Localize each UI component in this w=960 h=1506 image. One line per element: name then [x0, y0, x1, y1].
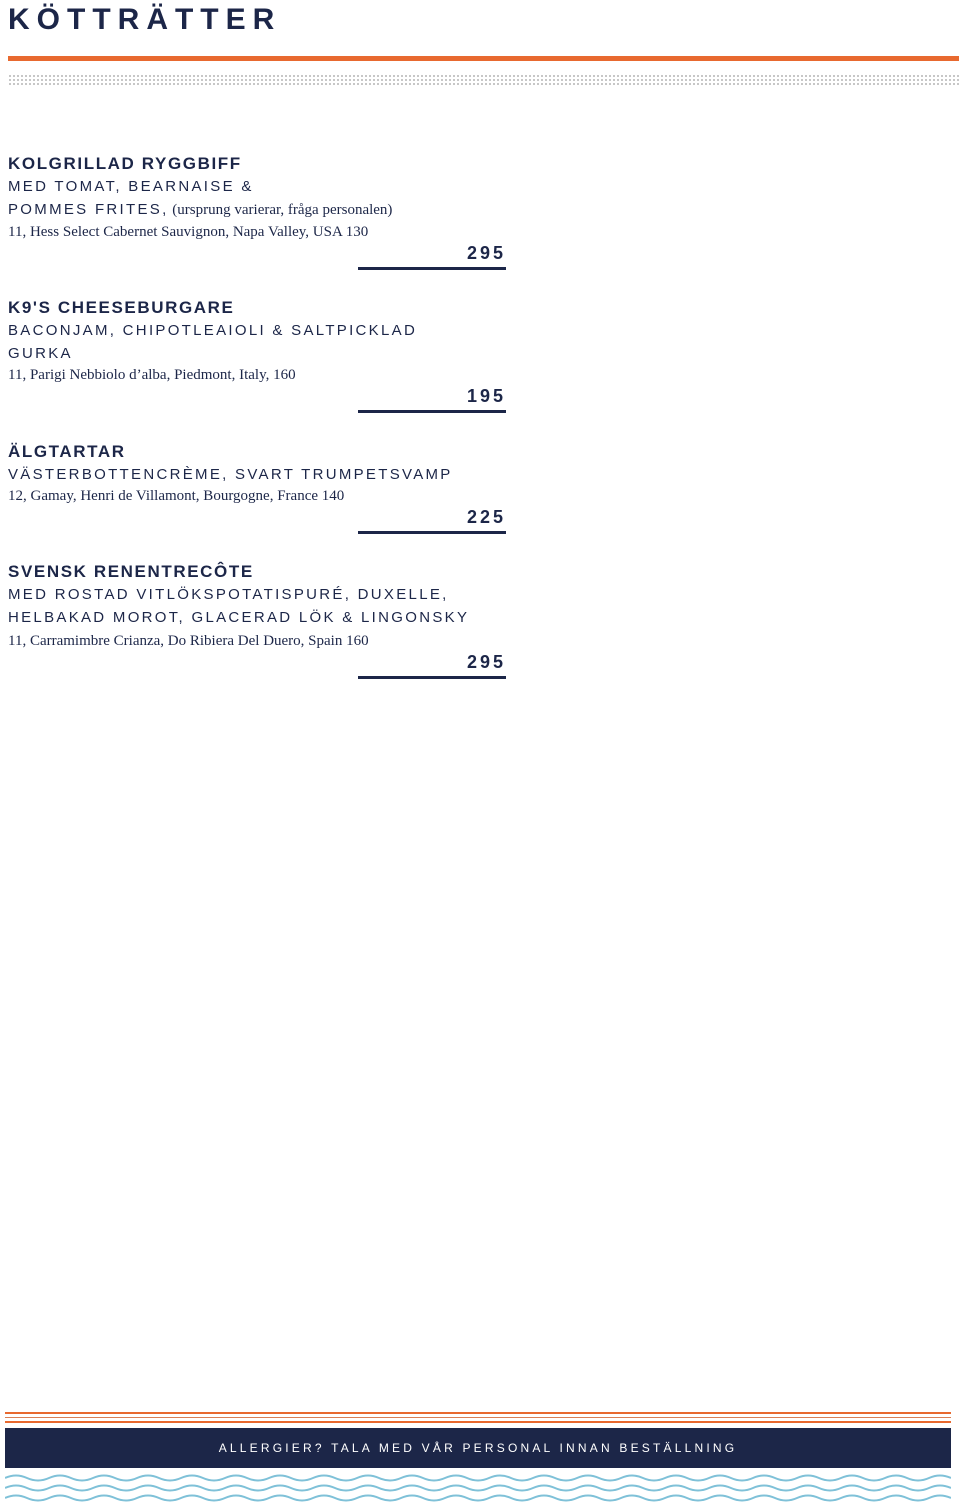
dotted-divider [8, 74, 959, 86]
wave-line [5, 1486, 951, 1491]
allergy-banner [5, 1428, 951, 1468]
footer-orange-rule [5, 1417, 951, 1418]
price-block [8, 385, 506, 413]
dish-description: BACONJAM, CHIPOTLEAIOLI & SALTPICKLAD [8, 322, 418, 339]
dish-name: KOLGRILLAD RYGGBIFF [8, 154, 242, 173]
dish-name: ÄLGTARTAR [8, 442, 126, 461]
dish-name: SVENSK RENENTRECÔTE [8, 562, 254, 581]
dish-description: MED TOMAT, BEARNAISE & [8, 178, 254, 195]
wine-pairing: 11, Hess Select Cabernet Sauvignon, Napa Valley, USA 130 [8, 224, 369, 240]
dish-description: VÄSTERBOTTENCRÈME, SVART TRUMPETSVAMP [8, 466, 453, 483]
price-block [8, 651, 506, 679]
price-block [8, 242, 506, 270]
dish-price: 295 [466, 652, 506, 672]
menu-item [8, 152, 506, 270]
dish-price: 295 [466, 243, 506, 263]
wave-line [5, 1476, 951, 1481]
menu-item [8, 296, 506, 413]
footer-orange-rule [5, 1412, 951, 1414]
menu-item [8, 440, 506, 534]
dish-name: K9'S CHEESEBURGARE [8, 298, 235, 317]
dish-price: 195 [466, 386, 506, 406]
wave-decoration-icon [5, 1472, 951, 1506]
page-title: KÖTTRÄTTER [8, 3, 282, 36]
price-underline [358, 531, 506, 534]
dish-description: POMMES FRITES, (ursprung varierar, fråga personalen) [8, 201, 393, 218]
dish-price: 225 [466, 507, 506, 527]
menu-item [8, 560, 506, 679]
header-orange-rule [8, 56, 959, 61]
footer-orange-rule [5, 1421, 951, 1423]
price-underline [358, 676, 506, 679]
wine-pairing: 11, Parigi Nebbiolo d’alba, Piedmont, Italy, 160 [8, 367, 296, 383]
price-block [8, 506, 506, 534]
wine-pairing: 11, Carramimbre Crianza, Do Ribiera Del Duero, Spain 160 [8, 633, 369, 649]
wave-line [5, 1496, 951, 1501]
wine-pairing: 12, Gamay, Henri de Villamont, Bourgogne, France 140 [8, 488, 345, 504]
allergy-notice: ALLERGIER? TALA MED VÅR PERSONAL INNAN BESTÄLLNING [218, 1441, 738, 1455]
price-underline [358, 267, 506, 270]
dish-description: GURKA [8, 345, 73, 362]
dish-note: (ursprung varierar, fråga personalen) [168, 202, 393, 218]
price-underline [358, 410, 506, 413]
dish-description: MED ROSTAD VITLÖKSPOTATISPURÉ, DUXELLE, [8, 586, 449, 603]
dish-description: HELBAKAD MOROT, GLACERAD LÖK & LINGONSKY [8, 609, 470, 626]
